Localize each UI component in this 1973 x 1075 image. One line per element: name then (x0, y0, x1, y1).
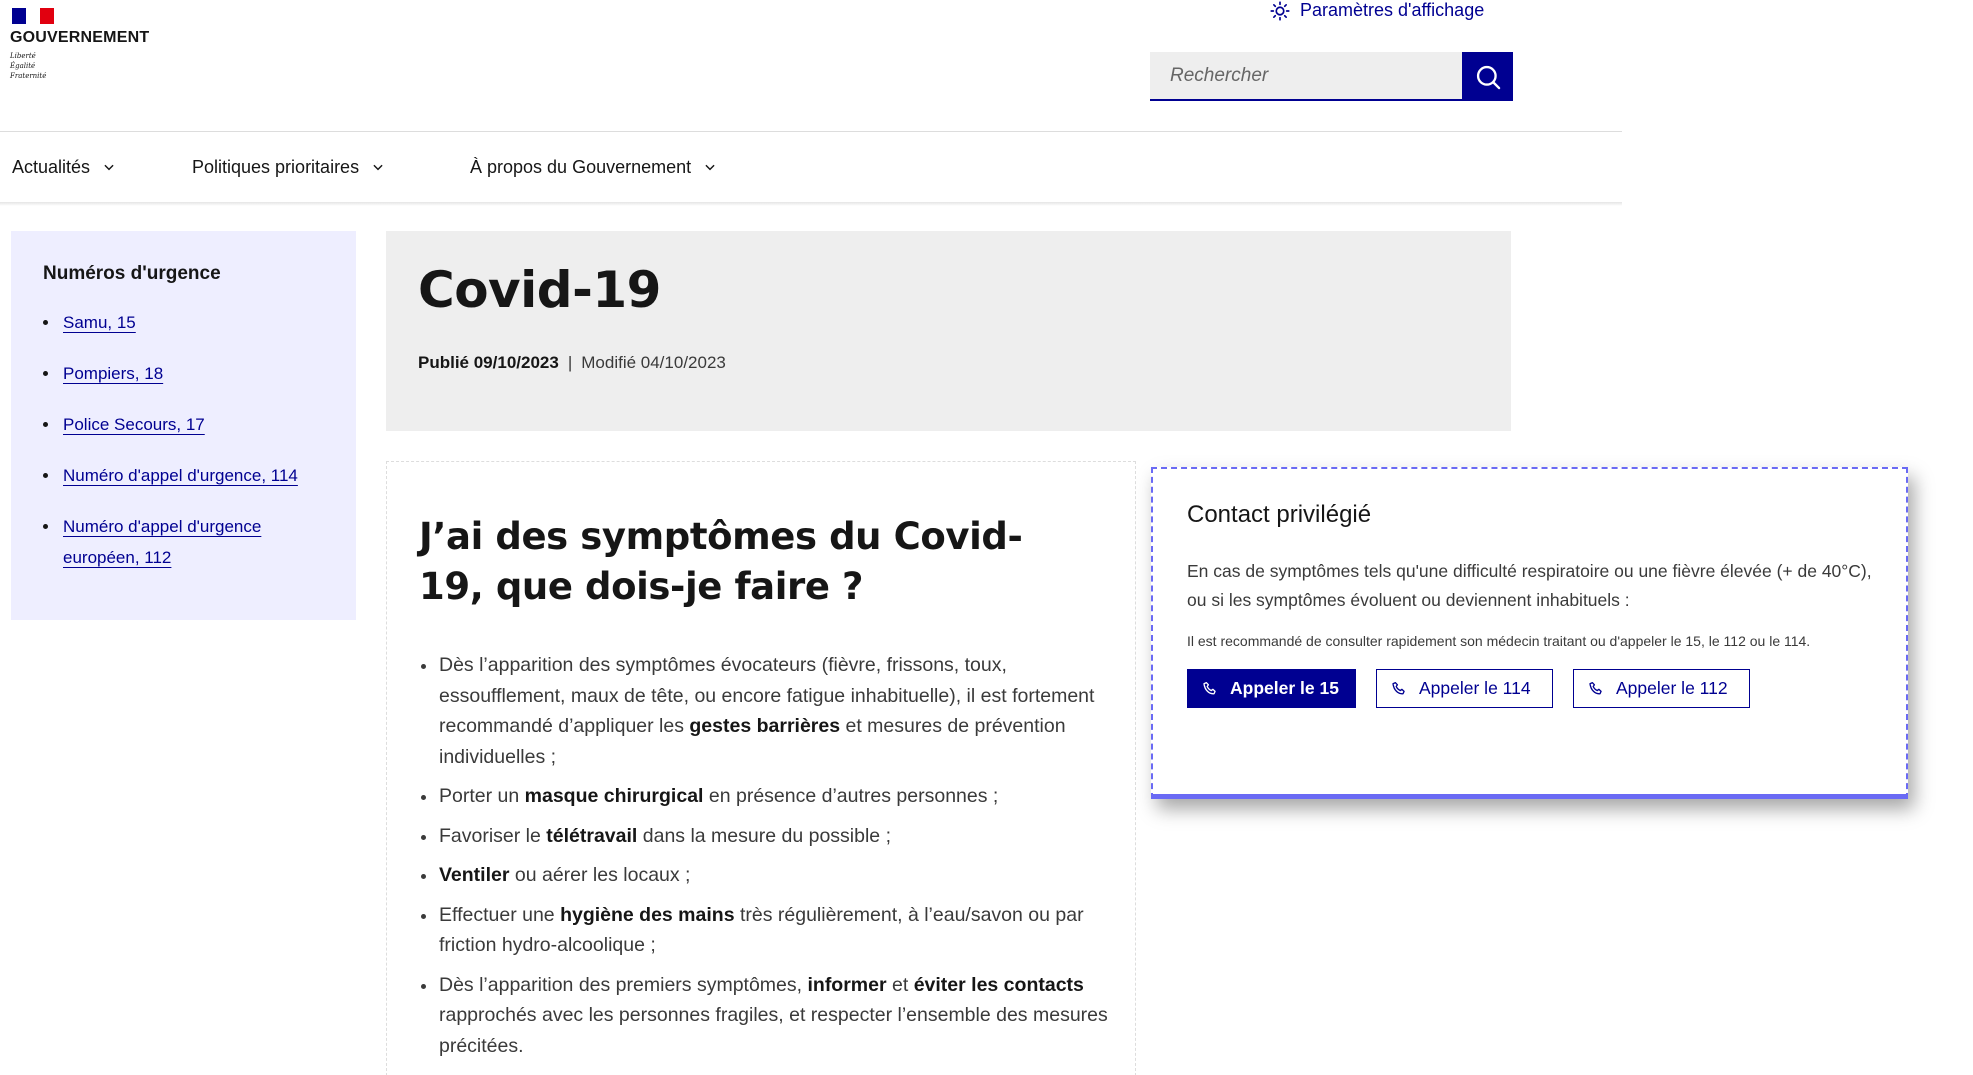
phone-icon (1391, 681, 1407, 697)
nav-shadow (0, 202, 1622, 206)
contact-accent-bar (1151, 794, 1908, 799)
emergency-numbers-sidebar (11, 231, 356, 620)
nav-item-label: Actualités (12, 156, 91, 177)
list-item: Porter un masque chirurgical en présence d’autres personnes ; (419, 781, 1109, 812)
gouvernement-logo[interactable] (10, 8, 160, 81)
call-114-button[interactable] (1376, 669, 1553, 708)
nav-item-actualites[interactable] (0, 157, 180, 178)
list-item: Effectuer une hygiène des mains très régulièrement, à l’eau/savon ou par friction hydro-alcoolique ; (419, 900, 1109, 961)
nav-item-label: Politiques prioritaires (192, 156, 360, 177)
call-15-button[interactable] (1187, 669, 1356, 708)
recommendations-list (419, 650, 1108, 1061)
page-header (386, 231, 1511, 431)
list-item (43, 358, 333, 389)
call-112-button[interactable] (1573, 669, 1750, 708)
list-item (43, 511, 333, 573)
article-heading: J’ai des symptômes du Covid-19, que dois-je faire ? (419, 515, 1023, 608)
modified-date: Modifié 04/10/2023 (581, 353, 726, 372)
phone-icon (1588, 681, 1604, 697)
search-button[interactable] (1462, 52, 1513, 101)
list-item: Favoriser le télétravail dans la mesure du possible ; (419, 821, 1109, 852)
button-label: Appeler le 114 (1419, 678, 1531, 698)
list-item: Dès l’apparition des symptômes évocateurs (fièvre, frissons, toux, essoufflement, maux de tête, ou encore fatigue inhabituelle), il est fortement recommandé d’appliquer les gestes barrières et mesures de prévention individuelles ; (419, 650, 1109, 772)
call-buttons (1187, 669, 1874, 708)
sun-icon (1270, 1, 1290, 21)
button-label: Appeler le 15 (1230, 678, 1339, 698)
meta-separator: | (567, 353, 573, 372)
link-urgence-114[interactable]: Numéro d'appel d'urgence, 114 (63, 466, 298, 485)
emergency-list (43, 307, 356, 573)
list-item: Dès l’apparition des premiers symptômes, informer et éviter les contacts rapprochés avec les personnes fragiles, et respecter l’ensemble des mesures précitées. (419, 970, 1109, 1062)
link-urgence-europeen-112[interactable]: Numéro d'appel d'urgence européen, 112 (63, 517, 262, 567)
link-samu-15[interactable]: Samu, 15 (63, 313, 136, 332)
list-item (43, 460, 333, 491)
phone-icon (1202, 681, 1218, 697)
search-icon (1474, 63, 1502, 91)
chevron-down-icon (703, 160, 717, 174)
list-item: Ventiler ou aérer les locaux ; (419, 860, 1109, 891)
symptoms-article (386, 461, 1136, 1075)
sidebar-title: Numéros d'urgence (43, 263, 221, 284)
search-input[interactable] (1150, 52, 1462, 101)
contact-card (1151, 467, 1908, 799)
contact-title: Contact privilégié (1187, 501, 1372, 528)
display-settings-label: Paramètres d'affichage (1300, 0, 1485, 20)
link-police-secours-17[interactable]: Police Secours, 17 (63, 415, 205, 434)
page-title: Covid-19 (418, 261, 661, 319)
logo-title: GOUVERNEMENT (10, 29, 150, 46)
french-flag-icon (12, 8, 54, 24)
link-pompiers-18[interactable]: Pompiers, 18 (63, 364, 164, 383)
search-bar (1150, 52, 1513, 101)
nav-item-label: À propos du Gouvernement (470, 156, 692, 177)
logo-motto: Liberté Égalité Fraternité (10, 52, 47, 80)
contact-note: Il est recommandé de consulter rapidement son médecin traitant ou d'appeler le 15, le 112 ou le 114. (1187, 633, 1811, 649)
button-label: Appeler le 112 (1616, 678, 1728, 698)
nav-item-politiques-prioritaires[interactable] (180, 157, 458, 178)
list-item (43, 307, 333, 338)
contact-lead: En cas de symptômes tels qu'une difficulté respiratoire ou une fièvre élevée (+ de 40°C), ou si les symptômes évoluent ou deviennent inhabituels : (1187, 561, 1872, 610)
nav-item-a-propos[interactable] (458, 157, 778, 178)
publication-meta (418, 353, 1479, 373)
list-item (43, 409, 333, 440)
chevron-down-icon (102, 160, 116, 174)
display-settings-button[interactable] (1270, 0, 1484, 21)
main-navigation (0, 132, 1622, 202)
chevron-down-icon (371, 160, 385, 174)
published-date: Publié 09/10/2023 (418, 353, 559, 372)
